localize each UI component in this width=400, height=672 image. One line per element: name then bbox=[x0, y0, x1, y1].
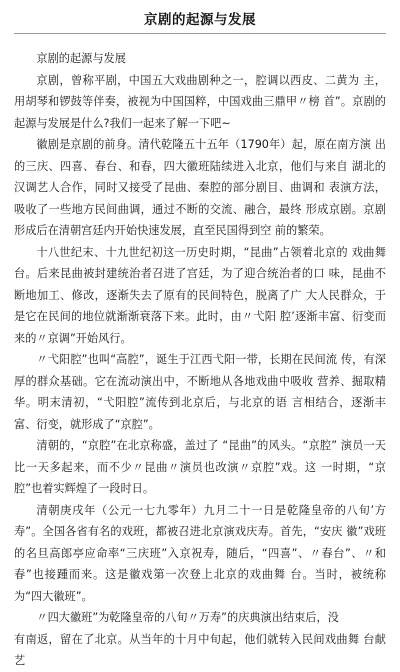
paragraph-yiyang: 〃弋阳腔”也叫“高腔”，诞生于江西弋阳一带，长期在民间流 传，有深厚的群众基础。它在流动演出中，不断地从各地戏曲中吸收 营养、掘取精华。明末清初，“弋阳腔”流传到北京后，与北京的语 言相结合，逐渐丰富、衍变，就形成了“京腔”。 bbox=[14, 353, 386, 431]
document-title: 京剧的起源与发展 bbox=[144, 12, 256, 28]
paragraph-huiban: 清朝庚戌年（公元一七九零年）九月二十一日是乾隆皇帝的八旬’方 寿”。全国各省有名的戏班，都被召进北京演戏庆寿。首先，“安庆 徽”戏班的名旦高郎亭应命率“三庆班”入京祝寿，随后，“四喜”、〃春台”、〃和春”也接踵而来。这是徽戏第一次登上北京的戏曲舞 台。当时，被统称为“四大徽班”。 bbox=[14, 503, 386, 603]
title-bar bbox=[14, 8, 386, 34]
paragraph-intro: 京剧，曾称平剧，中国五大戏曲剧种之一，腔调以西皮、二黄为 主，用胡琴和锣鼓等伴奏，被视为中国国粹，中国戏曲三鼎甲〃榜 首”。京剧的起源与发展是什么?我们一起来了解一下吧~ bbox=[14, 73, 386, 130]
paragraph-kunqu: 十八世纪末、十九世纪初这一历史时期，“昆曲”占领着北京的 戏曲舞台。后来昆曲被封建统治者召进了宫廷，为了迎合统治者的口 味，昆曲不断地加工、修改，逐渐失去了原有的民间特色，脱离了广 大人民群众，于是它在民间的地位就渐渐衰落下来。此时，由〃弋阳 腔’逐渐丰富、衍变而来的〃京调”开始风行。 bbox=[14, 245, 386, 345]
document-body bbox=[14, 48, 386, 672]
paragraph-origin: 徽剧是京剧的前身。清代乾隆五十五年（1790年）起，原在南方演 出的三庆、四喜、春台、和春，四大徽班陆续进入北京，他们与来自 湖北的汉调艺人合作，同时又接受了昆曲、秦腔的部分剧目、曲调和 表演方法，吸收了一些地方民间曲调，通过不断的交流、融合，最终 形成京剧。京剧形成后在清朝宫廷内开始快速发展，直至民国得到空 前的繁荣。 bbox=[14, 138, 386, 237]
paragraph-final: 有南返，留在了北京。从当年的十月中旬起，他们就转入民间戏曲舞 台献艺 bbox=[14, 632, 386, 667]
paragraph-subtitle: 京剧的起源与发展 bbox=[36, 52, 126, 65]
paragraph-after-celebration: 〃四大徽班”为乾隆皇帝的八旬〃万寿”的庆典演出结束后，没 bbox=[36, 611, 339, 624]
paragraph-jingqiang: 清朝的，“京腔”在北京称盛，盖过了 “昆曲”的风头。“京腔” 演员一天比一天多起来，而不少〃昆曲〃演员也改演〃京腔”戏。这 一时期，“京腔”也着实辉煌了一段时日。 bbox=[14, 439, 386, 495]
